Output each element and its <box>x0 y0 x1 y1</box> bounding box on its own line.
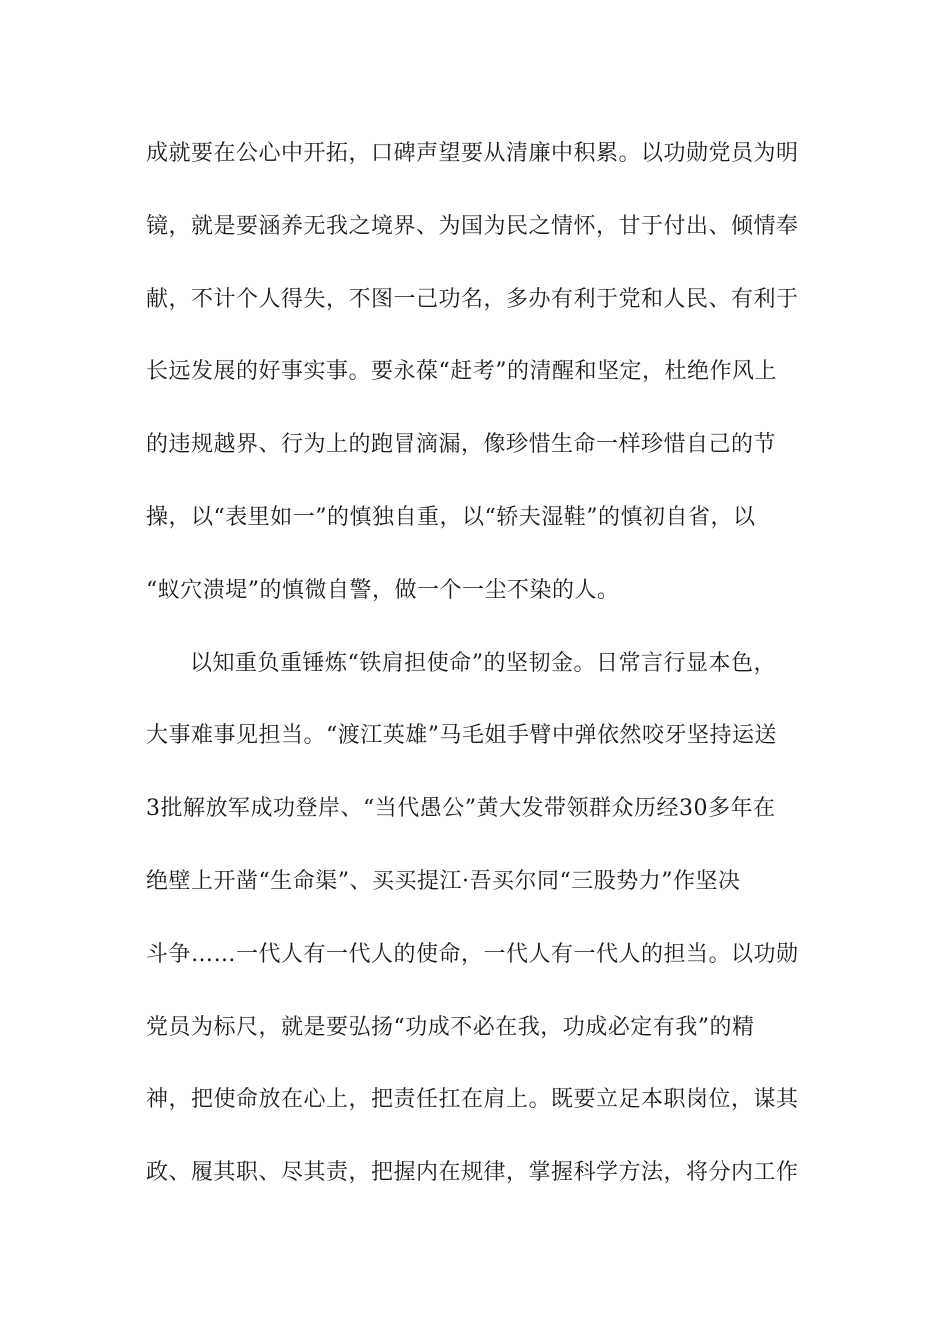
text-line: 的违规越界、行为上的跑冒滴漏，像珍惜生命一样珍惜自己的节 <box>146 432 777 458</box>
paragraph-first-line: 以知重负重锤炼“铁肩担使命”的坚韧金。日常言行显本色， <box>190 650 776 676</box>
text-line: 斗争……一代人有一代人的使命，一代人有一代人的担当。以功勋 <box>146 941 799 967</box>
text-line: 神，把使命放在心上，把责任扛在肩上。既要立足本职岗位，谋其 <box>146 1087 799 1113</box>
text-line: 政、履其职、尽其责，把握内在规律，掌握科学方法，将分内工作 <box>146 1160 799 1186</box>
text-line: 成就要在公心中开拓，口碑声望要从清廉中积累。以功勋党员为明 <box>146 141 799 166</box>
text-line: “蚁穴溃堤”的慎微自警，做一个一尘不染的人。 <box>146 577 620 603</box>
text-line: 大事难事见担当。“渡江英雄”马毛姐手臂中弹依然咬牙坚持运送 <box>146 723 777 749</box>
text-line: 绝壁上开凿“生命渠”、买买提江·吾买尔同“三股势力”作坚决 <box>146 868 741 894</box>
text-line: 党员为标尺，就是要弘扬“功成不必在我，功成必定有我”的精 <box>146 1014 755 1040</box>
text-line: 操，以“表里如一”的慎独自重，以“轿夫湿鞋”的慎初自省，以 <box>146 504 756 530</box>
text-line: 献，不计个人得失，不图一己功名，多办有利于党和人民、有利于 <box>146 286 799 312</box>
text-line: 3批解放军成功登岸、“当代愚公”黄大发带领群众历经30多年在 <box>146 796 776 822</box>
text-line: 镜，就是要涵养无我之境界、为国为民之情怀，甘于付出、倾情奉 <box>146 213 799 239</box>
text-line: 长远发展的好事实事。要永葆“赶考”的清醒和坚定，杜绝作风上 <box>146 359 777 385</box>
body-text <box>146 130 806 1222</box>
